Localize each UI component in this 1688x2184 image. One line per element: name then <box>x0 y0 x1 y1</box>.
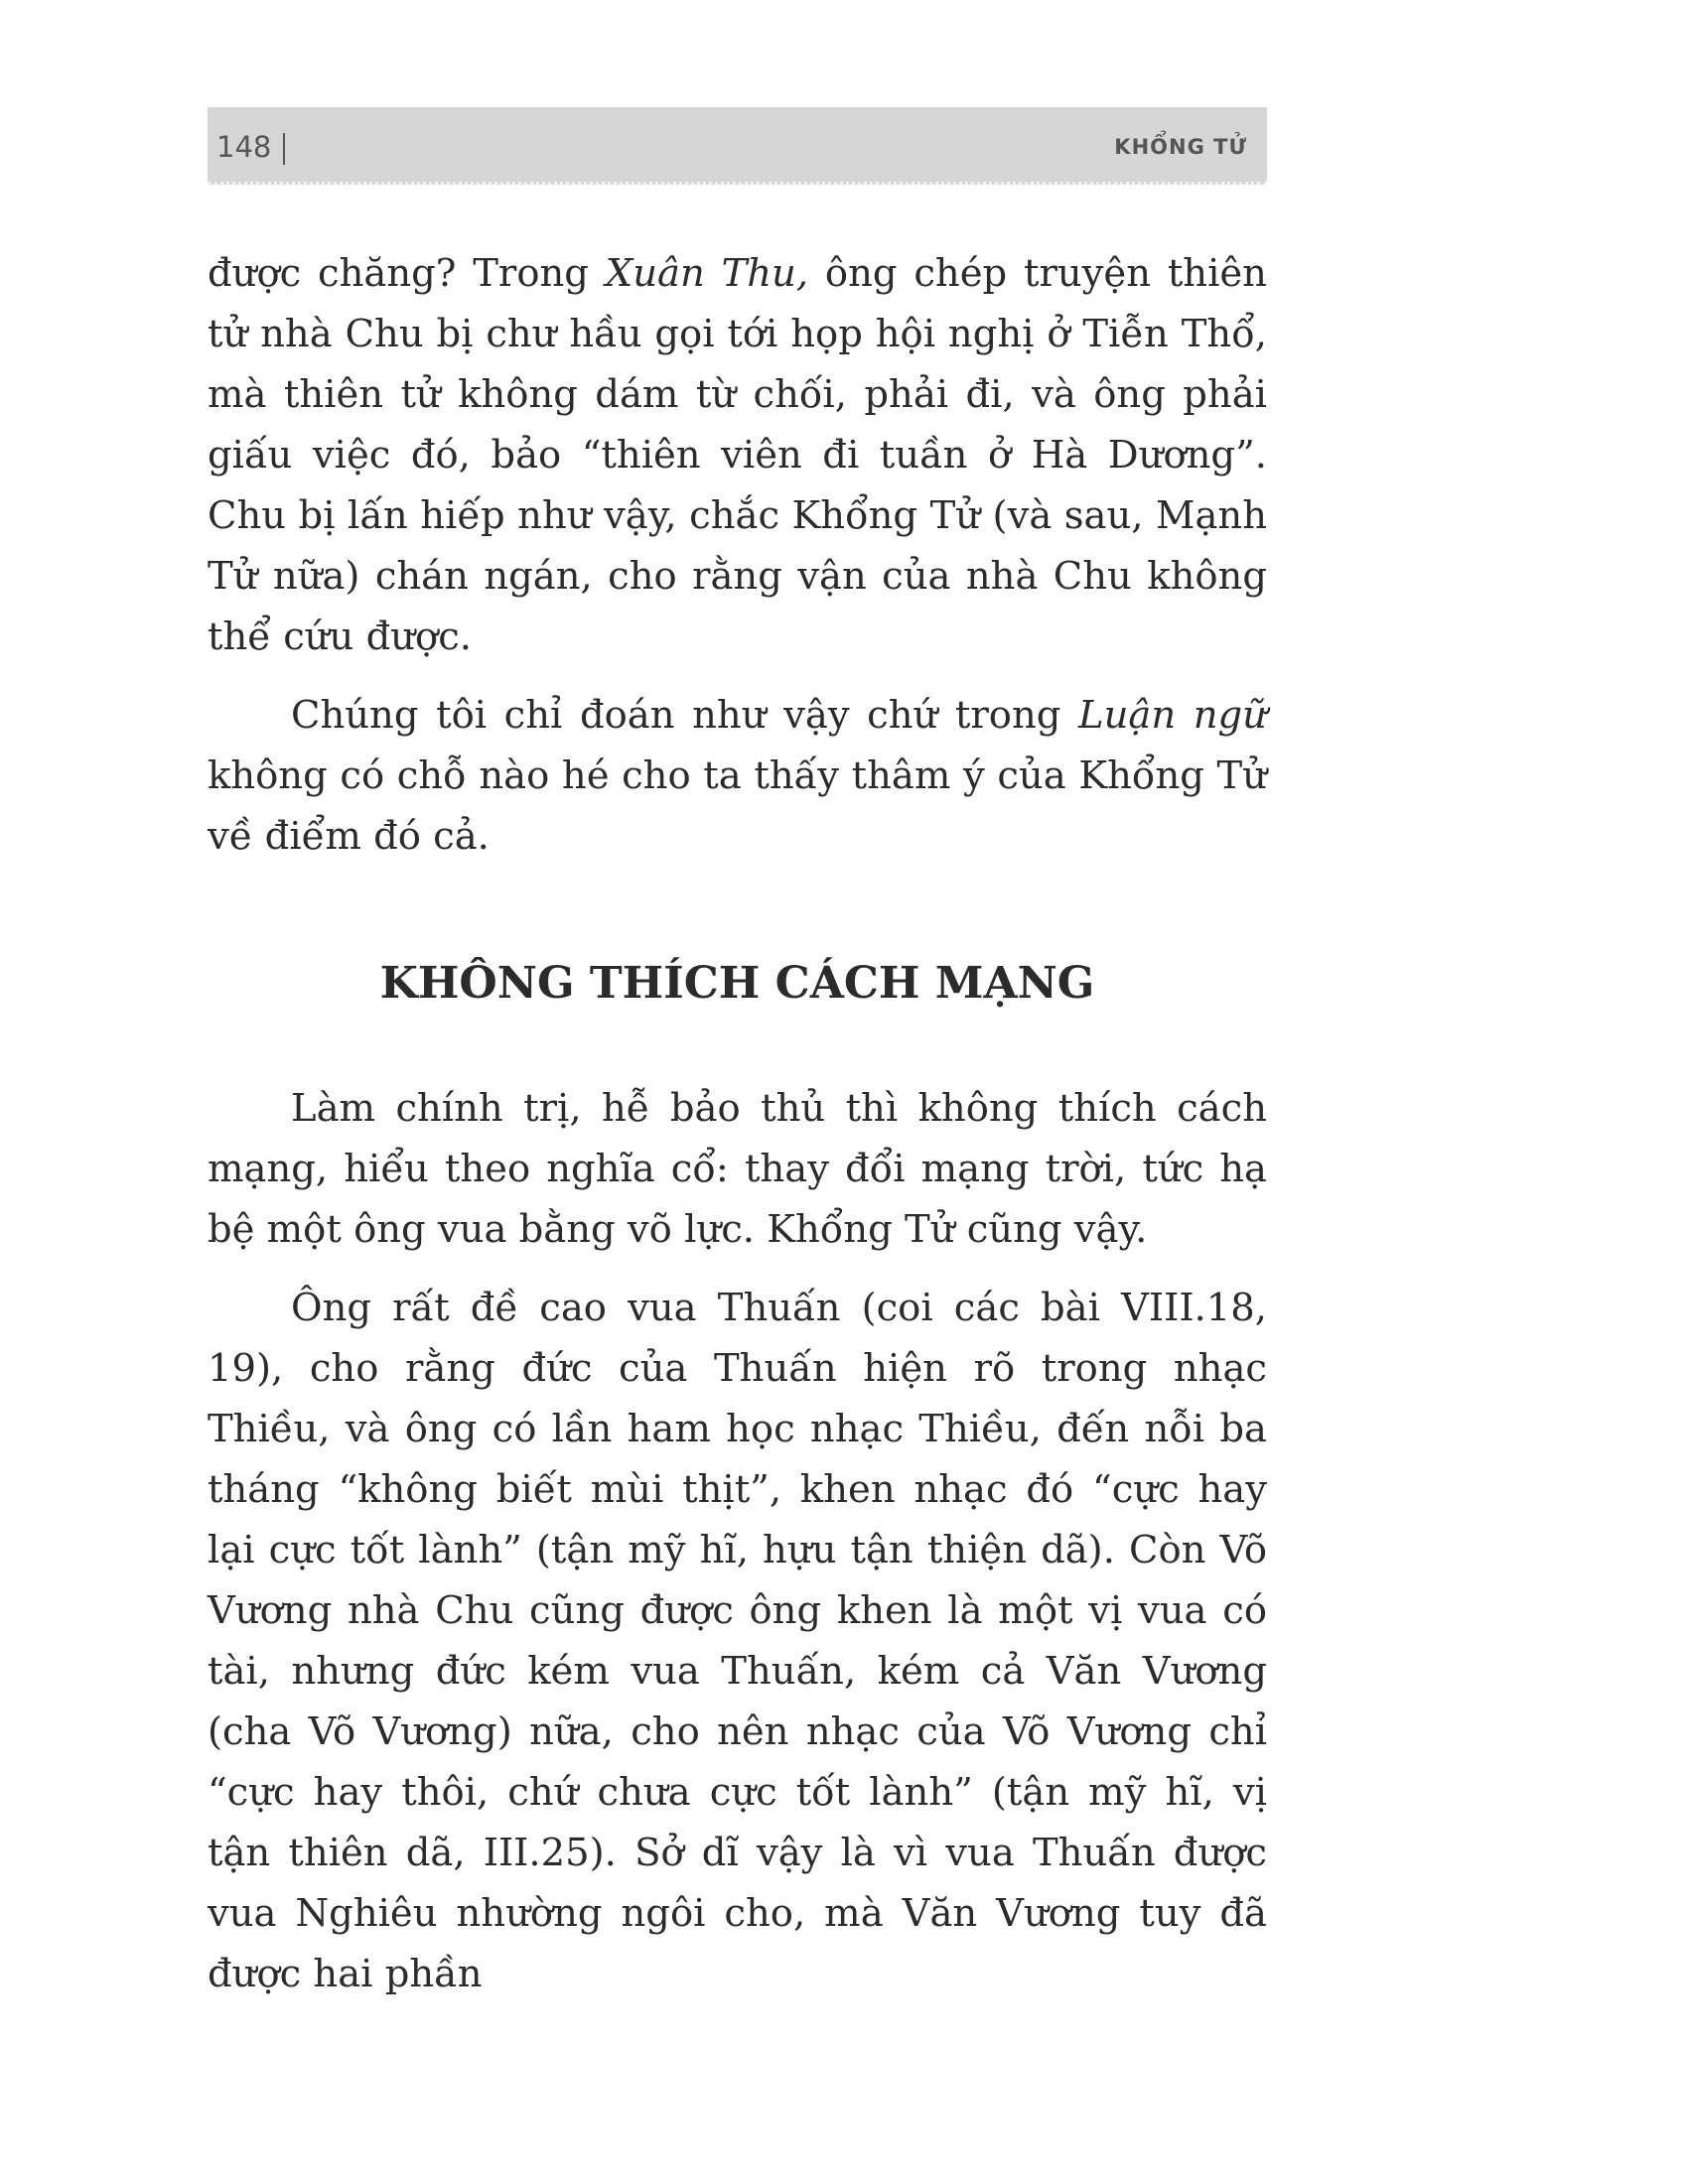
text-segment: được chăng? Trong <box>208 251 606 296</box>
paragraph <box>208 685 1267 867</box>
running-title: KHỔNG TỬ <box>1114 135 1247 159</box>
page-body <box>208 243 1267 2022</box>
text-segment: Chúng tôi chỉ đoán như vậy chứ trong <box>291 693 1079 738</box>
text-segment: không có chỗ nào hé cho ta thấy thâm ý của Khổng Tử về điểm đó cả. <box>208 753 1267 859</box>
paragraph: Làm chính trị, hễ bảo thủ thì không thích cách mạng, hiểu theo nghĩa cổ: thay đổi mạng trời, tức hạ bệ một ông vua bằng võ lực. Khổng Tử cũng vậy. <box>208 1085 1267 1252</box>
book-title-luan-ngu: Luận ngữ <box>1078 693 1268 738</box>
book-title-xuan-thu: Xuân Thu, <box>605 251 809 296</box>
paragraph: Ông rất đề cao vua Thuấn (coi các bài VIII.18, 19), cho rằng đức của Thuấn hiện rõ trong nhạc Thiều, và ông có lần ham học nhạc Thiều, đến nỗi ba tháng “không biết mùi thịt”, khen nhạc đó “cực hay lại cực tốt lành” (tận mỹ hĩ, hựu tận thiện dã). Còn Võ Vương nhà Chu cũng được ông khen là một vị vua có tài, nhưng đức kém vua Thuấn, kém cả Văn Vương (cha Võ Vương) nữa, cho nên nhạc của Võ Vương chỉ “cực hay thôi, chứ chưa cực tốt lành” (tận mỹ hĩ, vị tận thiên dã, III.25). Sở dĩ vậy là vì vua Thuấn được vua Nghiêu nhường ngôi cho, mà Văn Vương tuy đã được hai phần <box>208 1285 1267 1996</box>
page-header <box>208 107 1267 185</box>
page-number: 148 <box>216 130 272 164</box>
section-heading: KHÔNG THÍCH CÁCH MẠNG <box>379 958 1095 1009</box>
paragraph-continued <box>208 243 1267 667</box>
text-segment: ông chép truyện thiên tử nhà Chu bị chư hầu gọi tới họp hội nghị ở Tiễn Thổ, mà thiên tử không dám từ chối, phải đi, và ông phải giấu việc đó, bảo “thiên viên đi tuần ở Hà Dương”. Chu bị lấn hiếp như vậy, chắc Khổng Tử (và sau, Mạnh Tử nữa) chán ngán, cho rằng vận của nhà Chu không thể cứu được. <box>208 251 1267 659</box>
header-divider <box>283 133 285 165</box>
